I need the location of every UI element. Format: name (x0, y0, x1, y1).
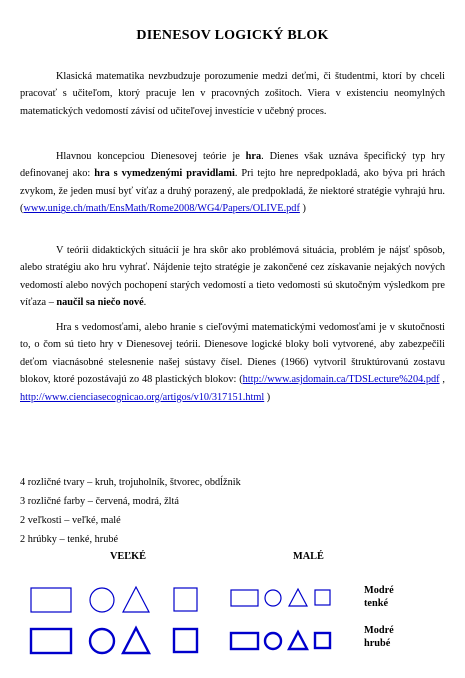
list-item: 2 hrúbky – tenké, hrubé (20, 534, 119, 545)
small-thin-triangle (289, 589, 307, 606)
small-thin-square (315, 590, 330, 605)
large-thick-circle (90, 629, 114, 653)
paragraph-game-concept: Hlavnou koncepciou Dienesovej teórie je hra. Dienes však uznáva špecifický typ hry definovanej ako: hra s vymedzenými pravidlami. Pri tejto hre nepredpokladá, ako býva pri hrách zvykom, že jeden musí byť víťaz a druhý porazený, ale predpokladá, že niektoré stratégie vyhrajú hru. (www.unige.ch/math/EnsMath/Rome2008/WG4/Papers/OLIVE.pdf ) (20, 151, 445, 215)
large-thick-square (174, 629, 197, 652)
small-thick-rectangle (231, 633, 258, 649)
small-blocks-label: MALÉ (293, 551, 324, 562)
thick-blocks-row (31, 628, 330, 653)
large-thin-square (174, 588, 197, 611)
large-thin-rectangle (31, 588, 71, 612)
small-thick-triangle (289, 632, 307, 649)
list-item: 3 rozličné farby – červená, modrá, žltá (20, 496, 179, 507)
small-thick-circle (265, 633, 281, 649)
row-thick-label: Modré hrubé (364, 625, 394, 649)
attribute-list (20, 473, 241, 549)
large-thin-circle (90, 588, 114, 612)
cienciasecognicao-link[interactable]: http://www.cienciasecognicao.org/artigos/v10/317151.html (20, 391, 265, 403)
large-thin-triangle (123, 587, 149, 612)
logic-blocks-figure (0, 578, 465, 668)
thin-blocks-row (31, 587, 330, 612)
row-thin-label: Modré tenké (364, 585, 394, 609)
paragraph-logic-blocks: Hra s vedomosťami, alebo hranie s cieľovými matematickými vedomosťami je v skutočnosti to, o čom sú tieto hry v Dienesovej teórii. Dienesove logické bloky boli vytvorené, aby zabezpečili deťom viacnásobné stelesnenie našej sústavy čísel. Dienes (1966) vytvoril štruktúrovanú zostavu blokov, ktoré pozostávajú zo 48 plastických blokov: (http://www.asjdomain.ca/TDSLecture%204.pdf , http://www.cienciasecognicao.org/artigos/v10/317151.html ) (20, 322, 445, 403)
paragraph-didactic-situations: V teórii didaktických situácií je hra skôr ako problémová situácia, problém je nájsť spôsob, alebo stratégiu ako hru vyhrať. Nájdenie tejto stratégie je zakončené cez získavanie nejakých nových vedomostí alebo nových pochopení starých vedomostí a tieto vedomosti sú skutočným výsledkom pre víťaza – naučil sa niečo nové. (20, 245, 445, 309)
paragraph-intro: Klasická matematika nevzbudzuje porozumenie medzi deťmi, či študentmi, ktorí by chceli pracovať s učiteľom, ktorý pracuje len v pracovných zošitoch. Viera v existenciu neomylných matematických vedomostí závisí od učiteľovej investície v učebný proces. (20, 71, 445, 117)
big-blocks-label: VEĽKÉ (110, 551, 147, 562)
list-item: 4 rozličné tvary – kruh, trojuholník, štvorec, obdĺžnik (20, 477, 241, 488)
small-thin-rectangle (231, 590, 258, 606)
list-item: 2 veľkosti – veľké, malé (20, 515, 121, 526)
olive-paper-link[interactable]: www.unige.ch/math/EnsMath/Rome2008/WG4/Papers/OLIVE.pdf (23, 203, 300, 215)
document-title: DIENESOV LOGICKÝ BLOK (136, 28, 329, 43)
large-thick-rectangle (31, 629, 71, 653)
small-thin-circle (265, 590, 281, 606)
large-thick-triangle (123, 628, 149, 653)
asjdomain-link[interactable]: http://www.asjdomain.ca/TDSLecture%204.pdf (242, 374, 440, 386)
small-thick-square (315, 633, 330, 648)
